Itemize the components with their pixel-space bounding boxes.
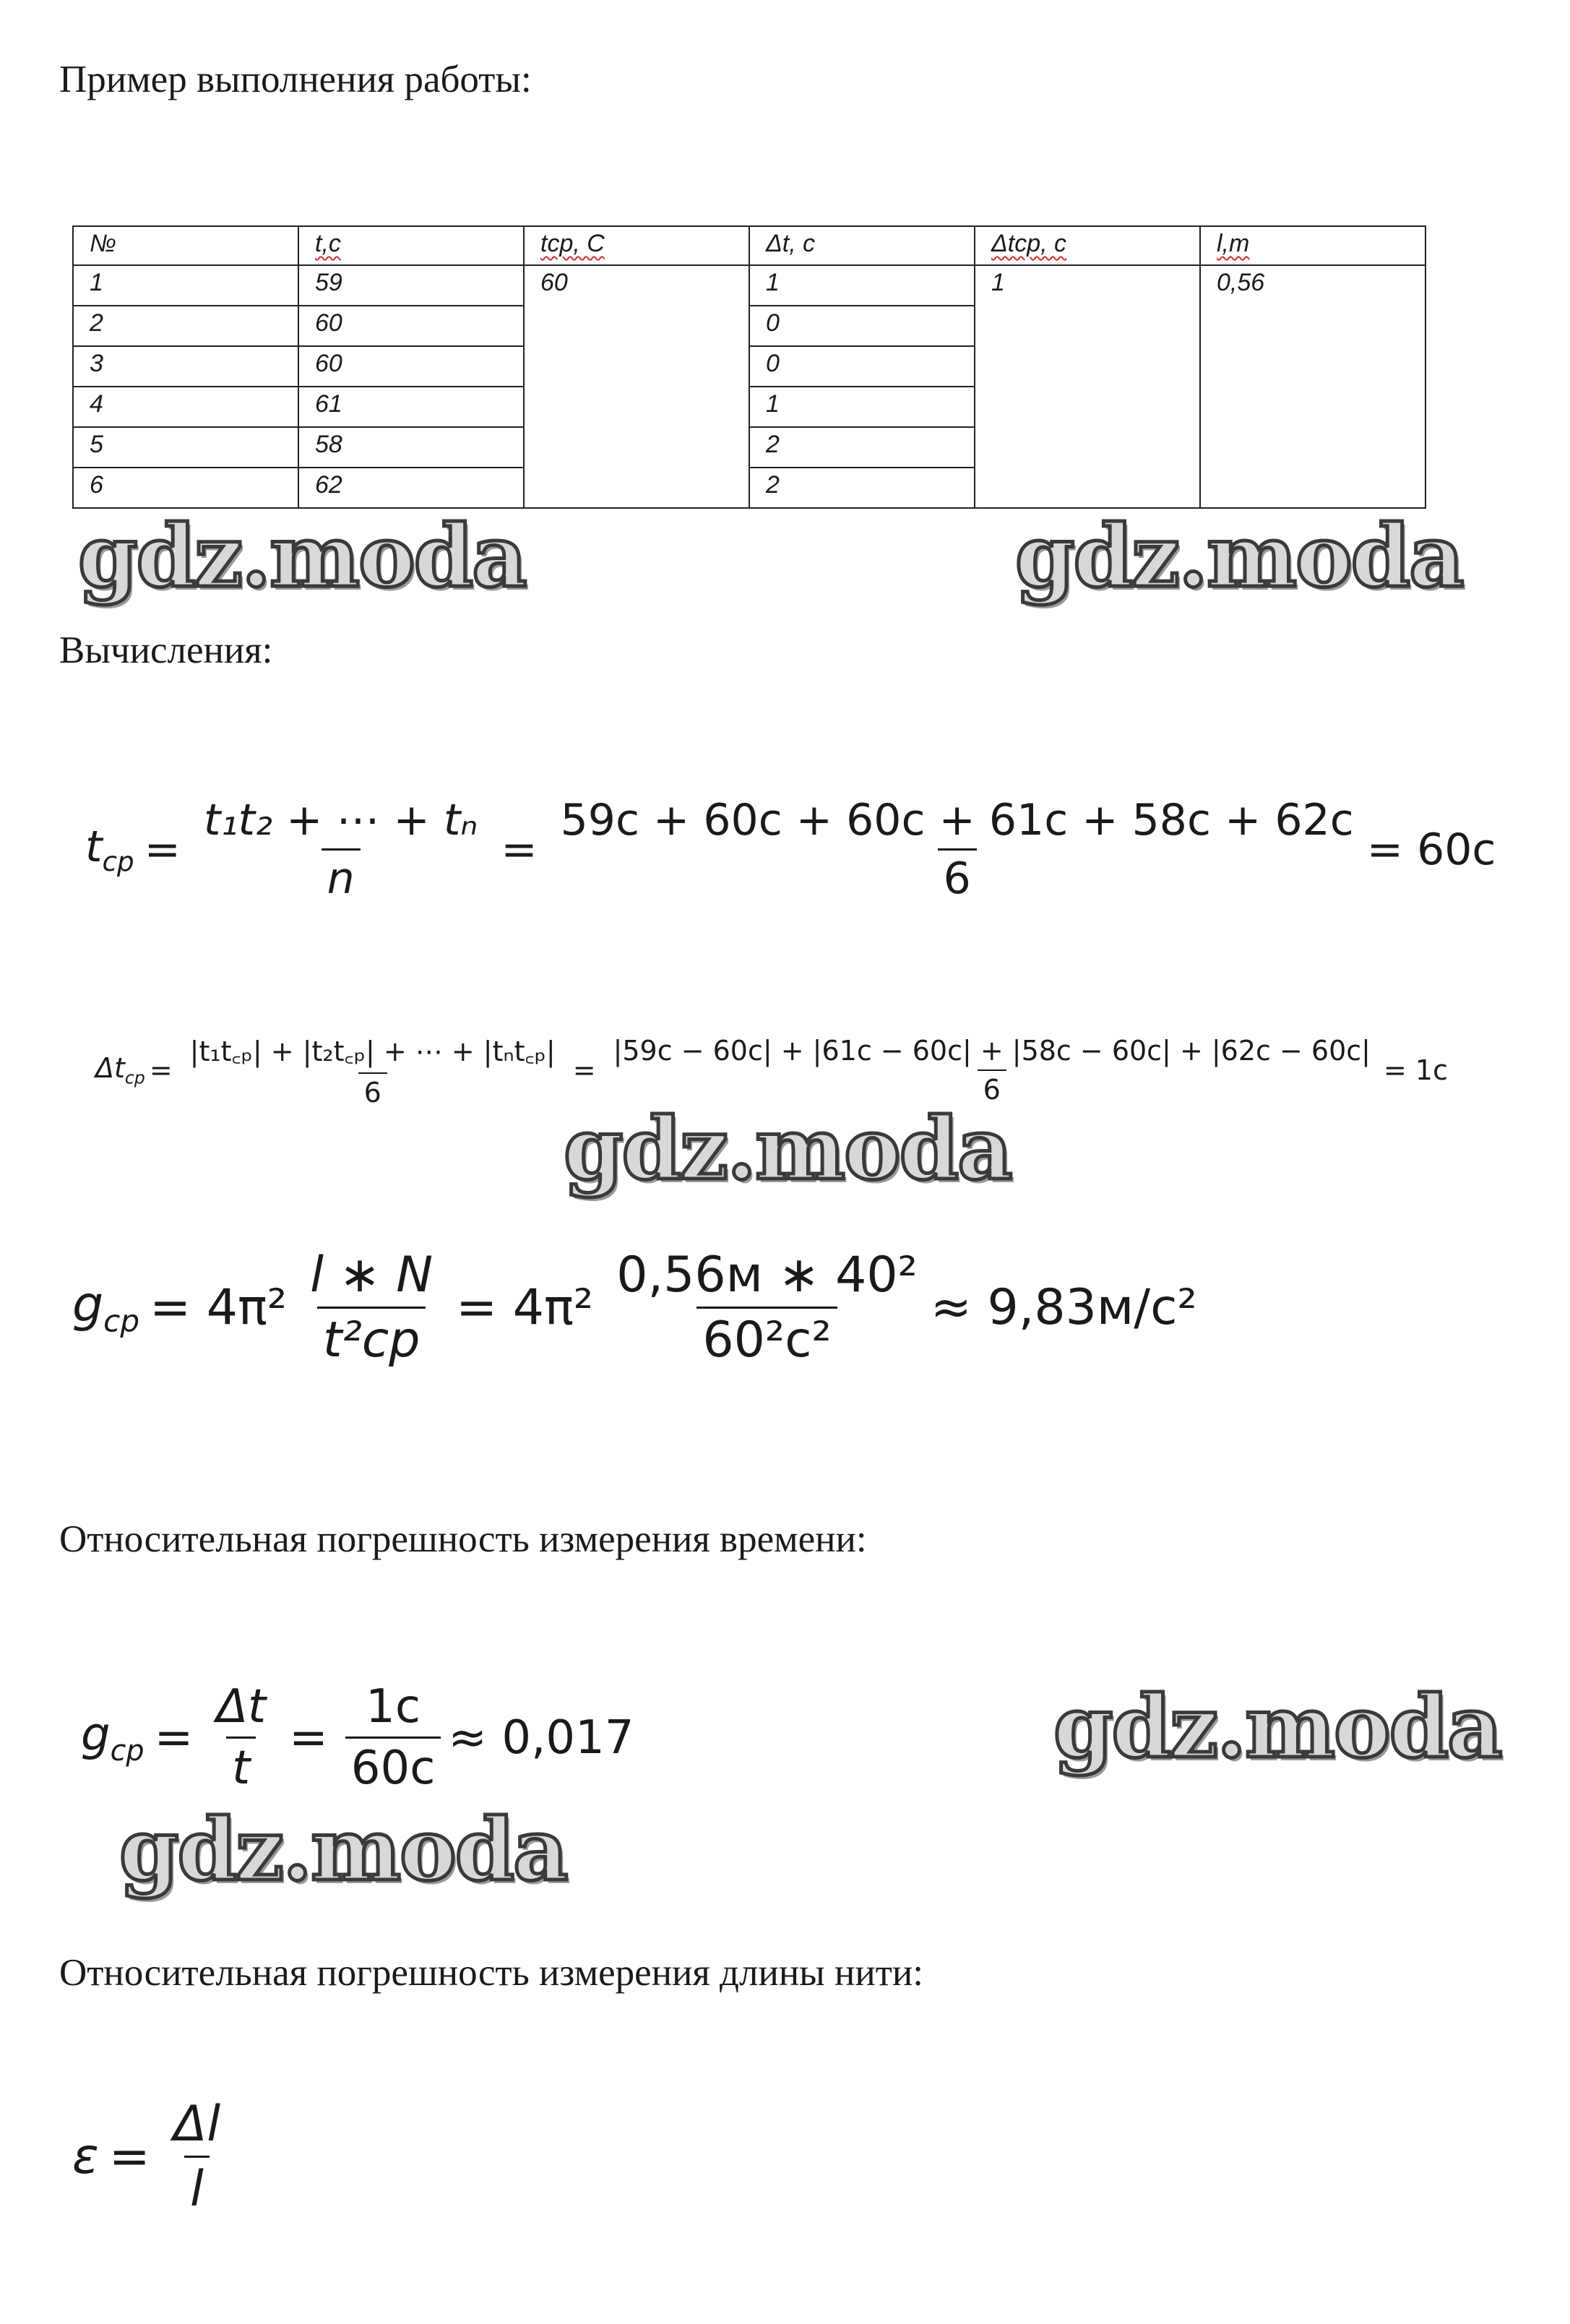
cell-delta: 0	[749, 306, 975, 346]
cell-time: 60	[298, 346, 524, 387]
formula-result: ≈ 0,017	[448, 1710, 634, 1765]
denominator: n	[322, 848, 361, 904]
numerator: 1c	[366, 1680, 421, 1734]
formula-result: ≈ 9,83м/c²	[930, 1279, 1197, 1336]
fraction	[611, 1247, 923, 1369]
formula-lhs: $\Delta t_{cp}$	[95, 1052, 145, 1088]
section-heading-example: Пример выполнения работы:	[59, 59, 532, 100]
watermark: gdz.moda	[78, 506, 526, 606]
cell-delta: 1	[749, 387, 975, 427]
numerator: Δt	[216, 1680, 267, 1734]
equals-sign: =	[572, 1054, 596, 1086]
cell-number: 5	[73, 427, 298, 468]
denominator: 6	[938, 848, 977, 904]
formula-result: = 1c	[1383, 1054, 1448, 1086]
cell-length: 0,56	[1200, 265, 1425, 508]
formula-average-deviation	[95, 1032, 1448, 1109]
cell-time: 61	[298, 387, 524, 427]
numerator: 0,56м ∗ 40²	[616, 1247, 918, 1304]
cell-delta: 2	[749, 427, 975, 468]
cell-time: 62	[298, 468, 524, 508]
fraction	[345, 1680, 441, 1795]
header-delta-time: Δt, с	[749, 226, 975, 265]
equals-sign: =	[501, 824, 538, 875]
fraction	[168, 2096, 226, 2218]
cell-number: 2	[73, 306, 298, 346]
denominator: 60²c²	[696, 1307, 837, 1369]
fraction	[608, 1035, 1376, 1106]
cell-number: 3	[73, 346, 298, 387]
cell-time: 60	[298, 306, 524, 346]
formula-relative-length-error	[72, 2096, 233, 2218]
watermark: gdz.moda	[1053, 1677, 1501, 1777]
numerator: t₁t₂ + ⋯ + tₙ	[203, 795, 478, 845]
section-heading-length-error: Относительная погрешность измерения длины нити:	[59, 1952, 924, 1994]
denominator: l	[184, 2156, 210, 2218]
formula-lhs: $g_{cp}$	[81, 1708, 145, 1768]
watermark: gdz.moda	[564, 1098, 1012, 1199]
cell-delta: 2	[749, 468, 975, 508]
header-avg-time: tср, С	[524, 226, 749, 265]
equals-sign: =	[154, 1710, 194, 1765]
numerator: |59c − 60c| + |61c − 60c| + |58c − 60c| + |62c − 60c|	[613, 1035, 1371, 1067]
equals-sign: =	[149, 1054, 173, 1086]
cell-time: 58	[298, 427, 524, 468]
header-time: t,c	[298, 226, 524, 265]
section-heading-time-error: Относительная погрешность измерения времени:	[59, 1518, 867, 1560]
cell-number: 4	[73, 387, 298, 427]
equals-sign: =	[108, 2128, 150, 2185]
formula-lhs: $g_{cp}$	[72, 1276, 140, 1339]
equals-sign: =	[289, 1710, 328, 1765]
cell-time: 59	[298, 265, 524, 306]
denominator: t	[226, 1736, 256, 1795]
header-avg-delta: Δtср, с	[975, 226, 1200, 265]
formula-lhs: $t_{ср}$	[85, 822, 134, 877]
cell-avg-delta: 1	[975, 265, 1200, 508]
formula-relative-time-error	[81, 1680, 634, 1795]
denominator: 6	[978, 1070, 1006, 1106]
formula-average-time	[85, 795, 1496, 904]
header-length: l,m	[1200, 226, 1425, 265]
fraction	[210, 1680, 272, 1795]
numerator: l ∗ N	[310, 1247, 434, 1304]
formula-gravity	[72, 1247, 1197, 1369]
cell-delta: 1	[749, 265, 975, 306]
denominator: t²cp	[317, 1307, 426, 1369]
numerator: |t₁t꜀ₚ| + |t₂t꜀ₚ| + ⋯ + |tₙt꜀ₚ|	[189, 1036, 556, 1067]
formula-lhs: ε	[72, 2128, 99, 2185]
cell-number: 6	[73, 468, 298, 508]
numerator: Δl	[173, 2096, 221, 2153]
header-number: №	[73, 226, 298, 265]
denominator: 6	[358, 1072, 387, 1109]
denominator: 60c	[345, 1736, 441, 1795]
fraction	[304, 1247, 439, 1369]
cell-avg-time: 60	[524, 265, 749, 508]
section-heading-calculations: Вычисления:	[59, 629, 273, 671]
coefficient: = 4π²	[456, 1279, 594, 1336]
formula-result: = 60c	[1366, 824, 1496, 875]
cell-number: 1	[73, 265, 298, 306]
cell-delta: 0	[749, 346, 975, 387]
measurements-table	[72, 225, 1426, 509]
table-row	[73, 265, 1425, 306]
fraction	[555, 795, 1360, 904]
watermark: gdz.moda	[1015, 506, 1463, 606]
table-header-row	[73, 226, 1425, 265]
watermark: gdz.moda	[119, 1799, 567, 1900]
fraction	[184, 1032, 561, 1109]
equals-sign: =	[144, 824, 181, 875]
fraction	[198, 795, 483, 904]
coefficient: = 4π²	[150, 1279, 288, 1336]
numerator: 59c + 60c + 60c + 61c + 58c + 62c	[560, 795, 1354, 845]
